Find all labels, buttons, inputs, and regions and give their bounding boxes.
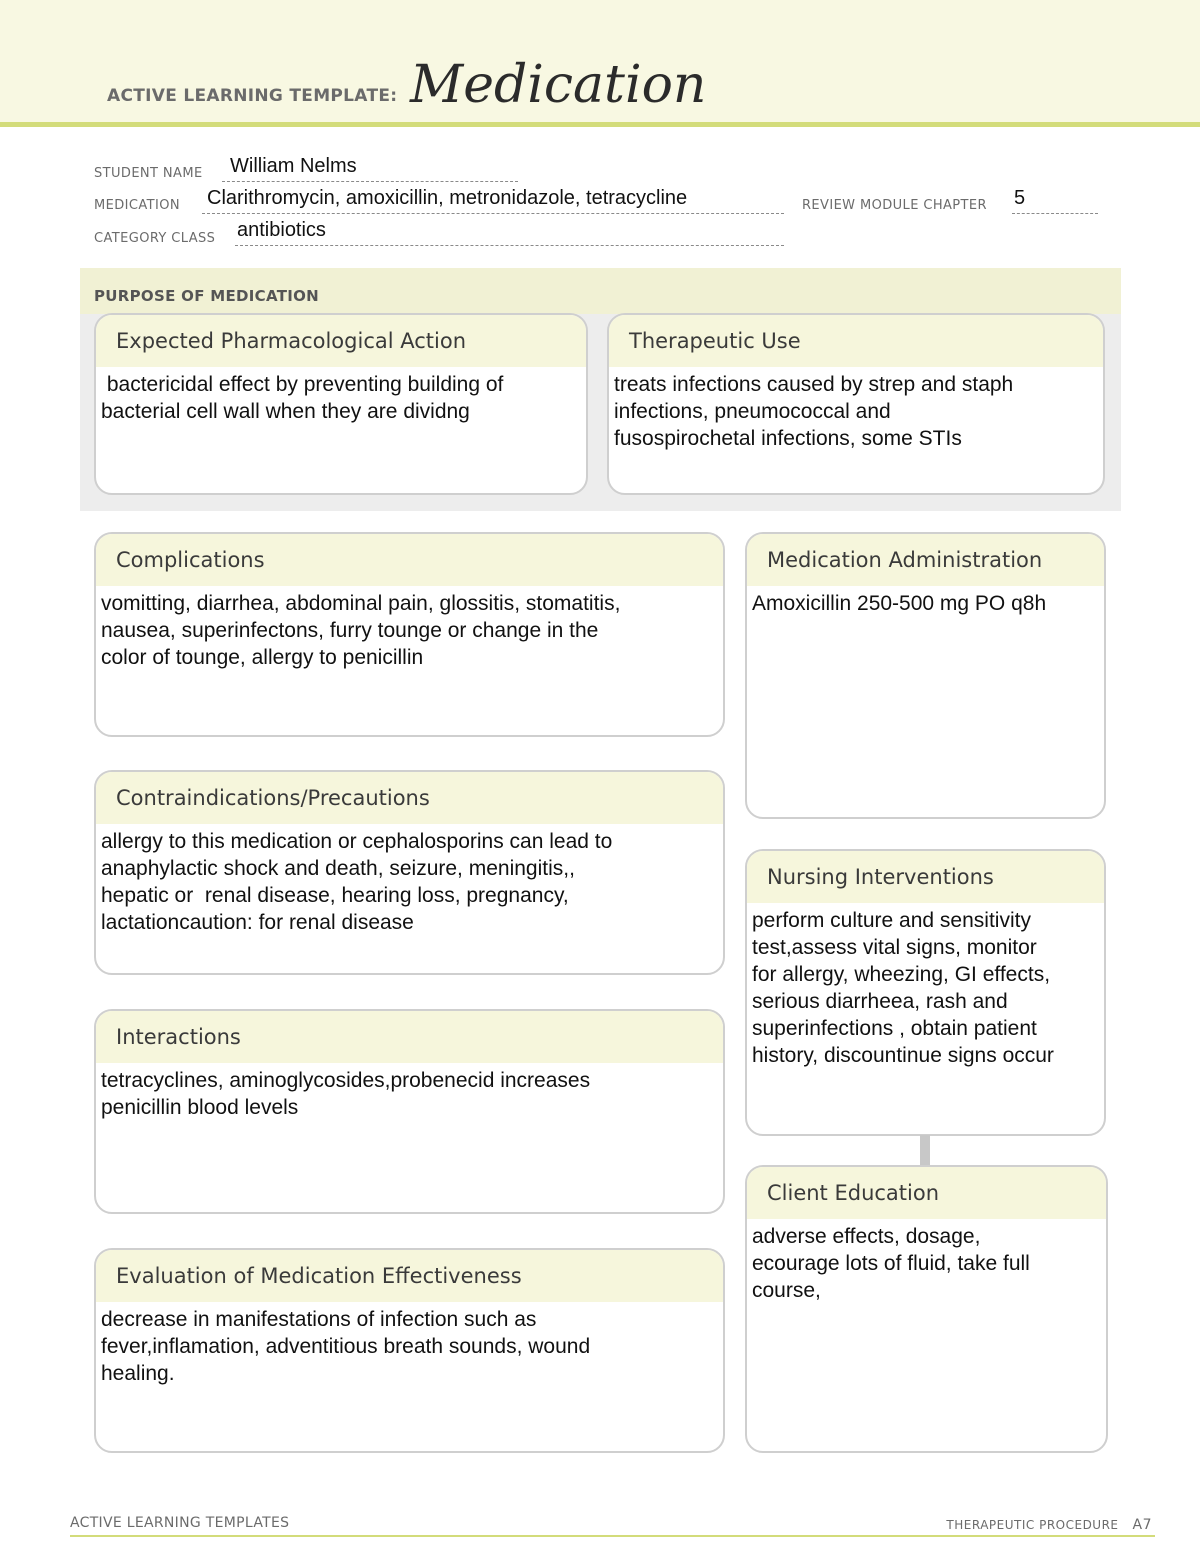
student-name-field[interactable]: William Nelms [230,155,357,177]
contraindications-title: Contraindications/Precautions [96,772,723,824]
expected-action-text[interactable]: bactericidal effect by preventing building of bacterial cell wall when they are dividng [101,373,504,423]
medication-field[interactable]: Clarithromycin, amoxicillin, metronidazole, tetracycline [207,187,688,209]
footer-left: ACTIVE LEARNING TEMPLATES [70,1515,290,1531]
medication-administration-text[interactable]: Amoxicillin 250-500 mg PO q8h [752,592,1047,615]
complications-text[interactable]: vomitting, diarrhea, abdominal pain, glossitis, stomatitis, nausea, superinfectons, furry tounge or change in the color of tounge, allergy to penicillin [101,592,621,669]
contraindications-text[interactable]: allergy to this medication or cephalosporins can lead to anaphylactic shock and death, seizure, meningitis,, hepatic or renal disease, hearing loss, pregnancy, lactationcaution: for renal disease [101,830,613,934]
connector-bar [920,1135,930,1167]
expected-action-title: Expected Pharmacological Action [96,315,586,367]
page-number: A7 [1132,1517,1152,1533]
student-name-label: STUDENT NAME [94,166,203,181]
purpose-label: PURPOSE OF MEDICATION [94,287,320,305]
evaluation-box[interactable] [94,1248,725,1453]
therapeutic-use-title: Therapeutic Use [609,315,1103,367]
evaluation-title: Evaluation of Medication Effectiveness [96,1250,723,1302]
category-class-line [235,245,784,246]
interactions-text[interactable]: tetracyclines, aminoglycosides,probenecid increases penicillin blood levels [101,1069,591,1119]
interactions-box[interactable] [94,1009,725,1214]
medication-label: MEDICATION [94,198,180,213]
complications-title: Complications [96,534,723,586]
therapeutic-use-box[interactable] [607,313,1105,495]
medication-administration-box[interactable] [745,532,1106,819]
nursing-interventions-text[interactable]: perform culture and sensitivity test,assess vital signs, monitor for allergy, wheezing, GI effects, serious diarrheea, rash and superinfections , obtain patient history, discountinue signs occur [752,909,1054,1067]
template-title: Medication [410,55,707,115]
client-education-text[interactable]: adverse effects, dosage, ecourage lots of fluid, take full course, [752,1225,1030,1302]
medication-administration-title: Medication Administration [747,534,1104,586]
review-module-field[interactable]: 5 [1014,187,1026,209]
therapeutic-use-text[interactable]: treats infections caused by strep and staph infections, pneumococcal and fusospirochetal infections, some STIs [614,373,1014,450]
complications-box[interactable] [94,532,725,737]
client-education-box[interactable] [745,1165,1108,1453]
category-class-field[interactable]: antibiotics [237,219,326,241]
review-module-label: REVIEW MODULE CHAPTER [802,198,987,213]
footer-rule [70,1535,1155,1537]
student-name-line [222,181,518,182]
footer-procedure: THERAPEUTIC PROCEDURE [946,1518,1119,1532]
expected-action-box[interactable] [94,313,588,495]
review-module-line [1012,213,1098,214]
client-education-title: Client Education [747,1167,1106,1219]
nursing-interventions-title: Nursing Interventions [747,851,1104,903]
interactions-title: Interactions [96,1011,723,1063]
evaluation-text[interactable]: decrease in manifestations of infection such as fever,inflamation, adventitious breath sounds, wound healing. [101,1308,591,1385]
category-class-label: CATEGORY CLASS [94,231,216,246]
template-label: ACTIVE LEARNING TEMPLATE: [107,86,398,106]
contraindications-box[interactable] [94,770,725,975]
header-rule [0,122,1200,127]
medication-line [202,213,784,214]
footer-right [946,1517,1152,1533]
nursing-interventions-box[interactable] [745,849,1106,1136]
